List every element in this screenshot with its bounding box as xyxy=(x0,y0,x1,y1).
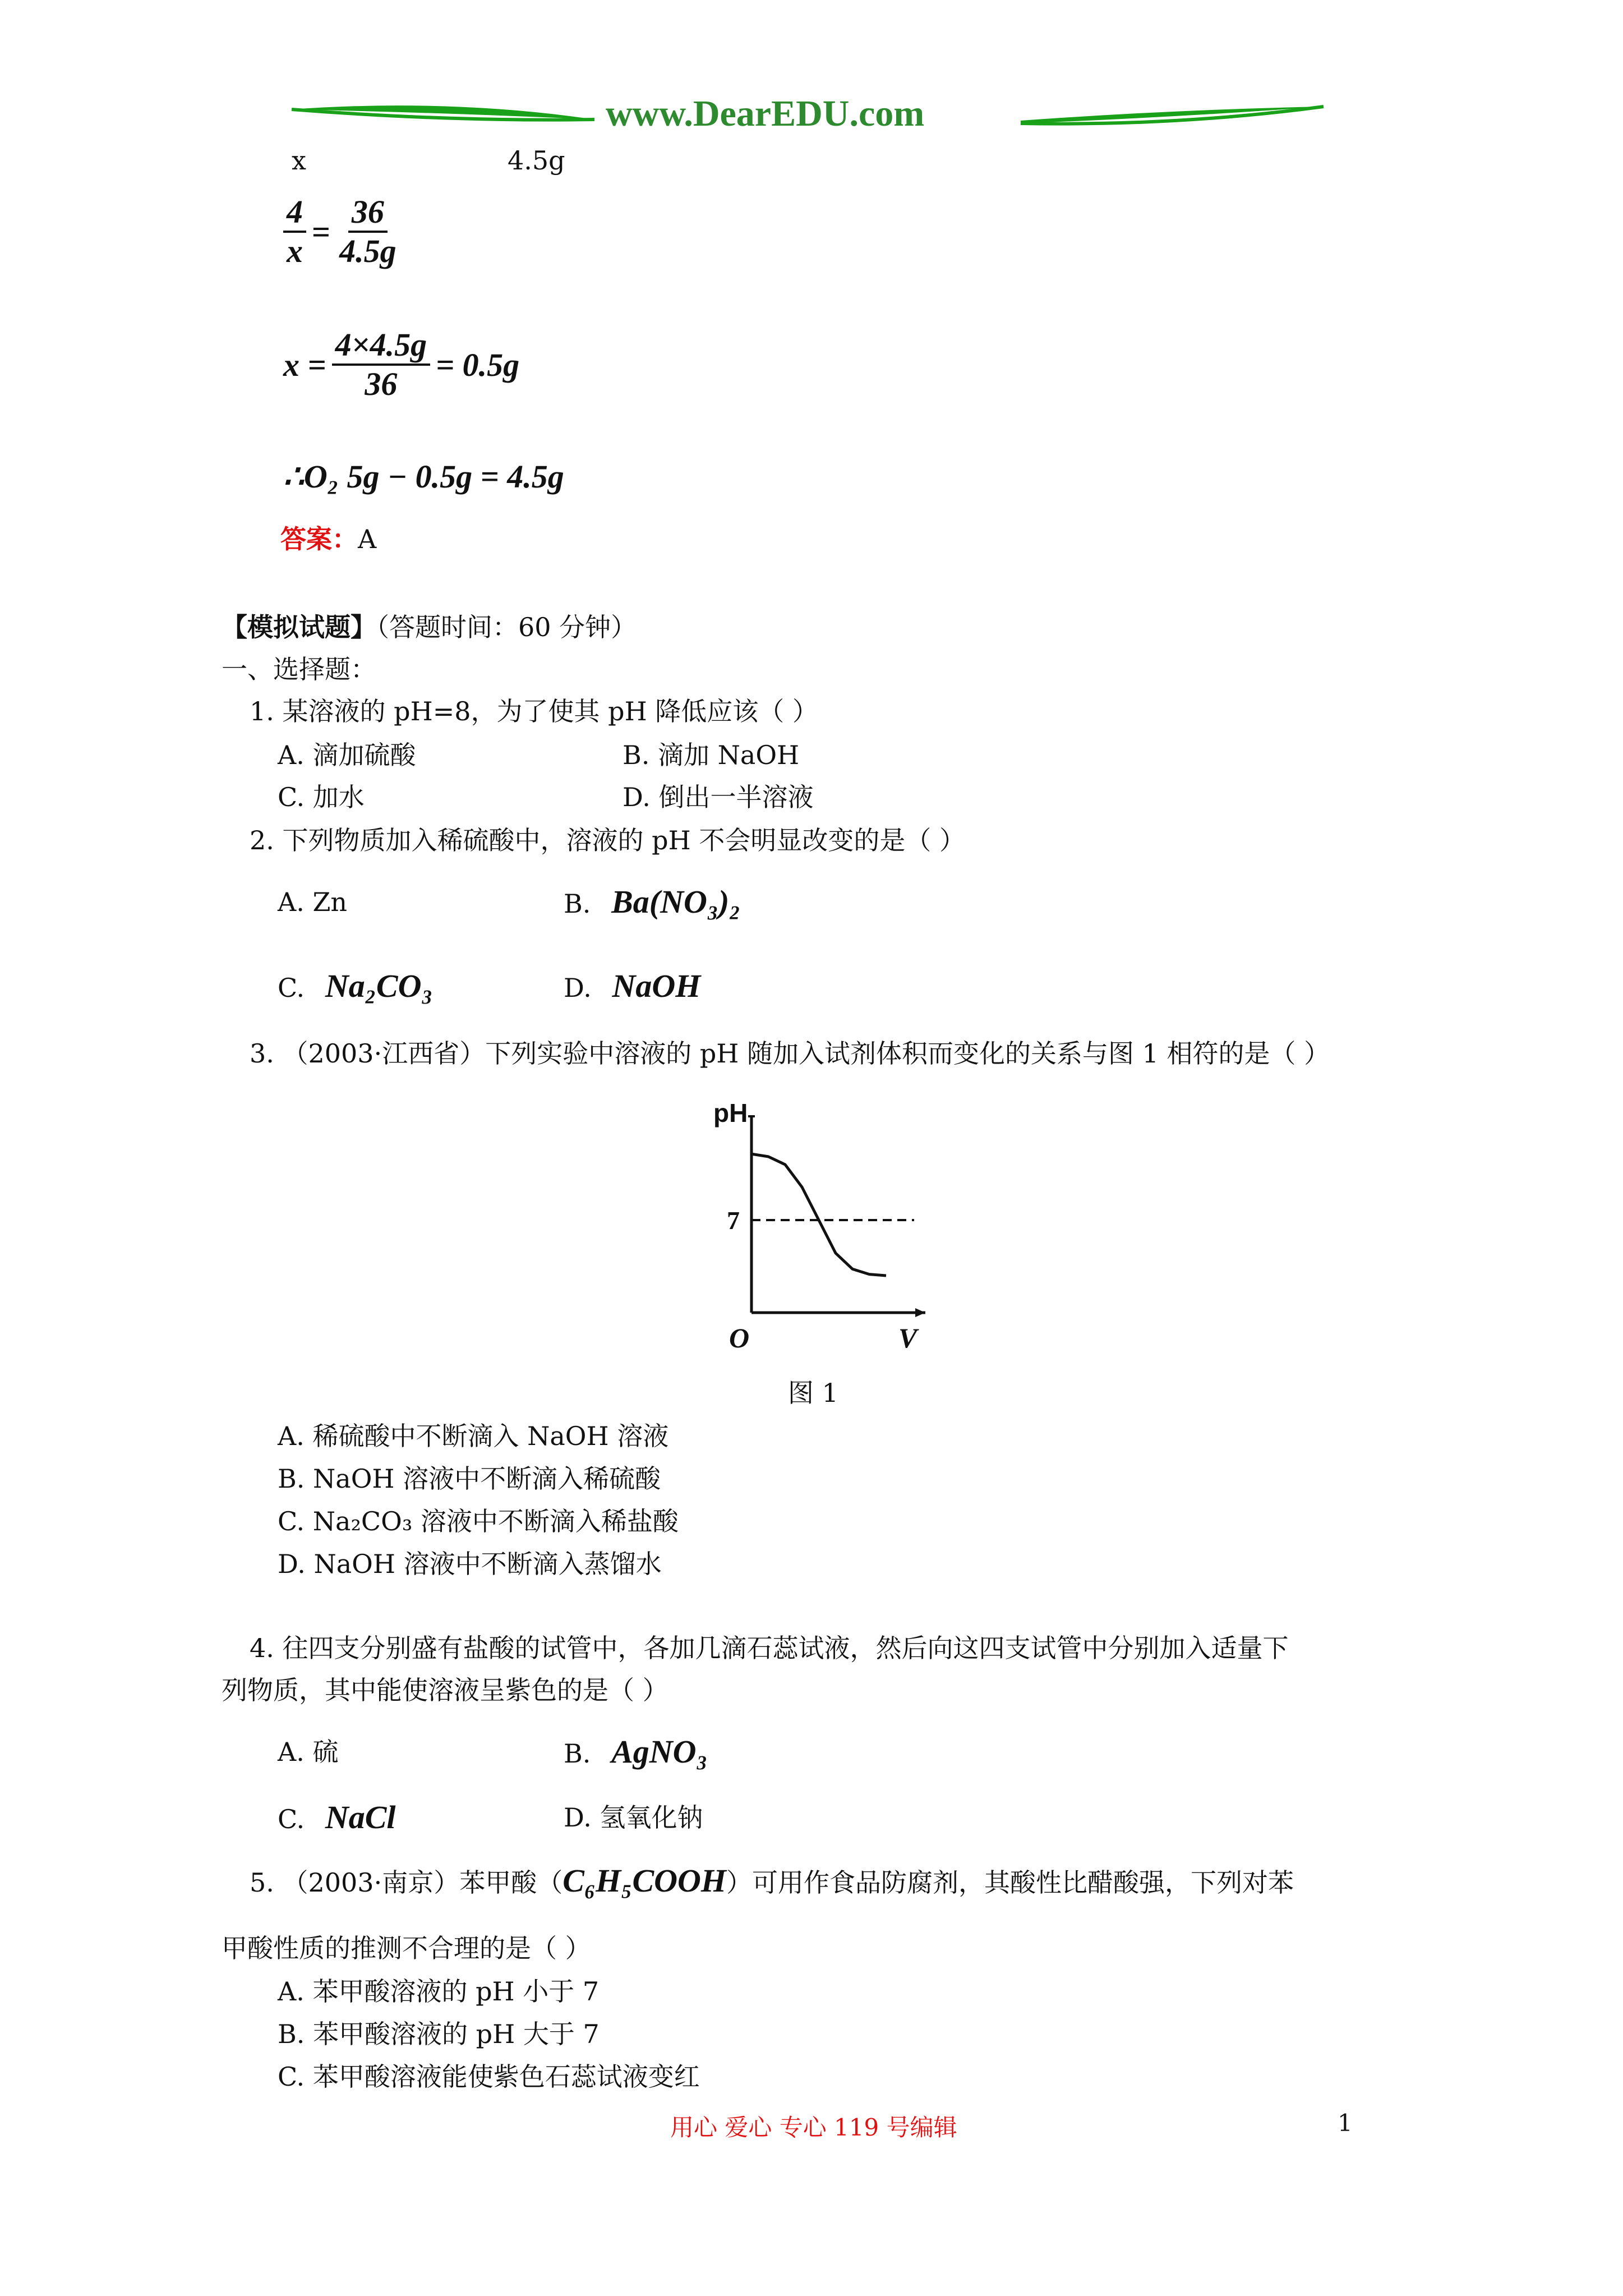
question-5-stem-a: 5. （2003·南京）苯甲酸（ xyxy=(250,1867,563,1898)
question-5-stem-line2: 甲酸性质的推测不合理的是（ ） xyxy=(222,1933,591,1963)
question-2-option-c-formula: Na₂CO₃ xyxy=(325,968,433,1004)
equation-lhs: x = xyxy=(283,346,326,383)
question-1-option-a[interactable]: A. 滴加硫酸 xyxy=(278,740,416,770)
question-1-option-c[interactable]: C. 加水 xyxy=(278,782,365,812)
equation-rhs: = 0.5g xyxy=(436,346,520,383)
equation-fraction-den: 36 xyxy=(365,366,398,402)
section-time: （答题时间：60 分钟） xyxy=(376,612,637,642)
question-4-stem-line1: 4. 往四支分别盛有盐酸的试管中，各加几滴石蕊试液，然后向这四支试管中分别加入适量下 xyxy=(250,1633,1289,1663)
question-4-stem-line2: 列物质，其中能使溶液呈紫色的是（ ） xyxy=(222,1675,668,1705)
x-axis-label: V xyxy=(898,1322,917,1354)
question-4-option-b[interactable] xyxy=(564,1733,708,1770)
site-logo-text[interactable]: www.DearEDU.com xyxy=(606,93,925,134)
footer-text: 用心 爱心 专心 119 号编辑 xyxy=(670,2114,957,2141)
question-3-option-d[interactable]: D. NaOH 溶液中不断滴入蒸馏水 xyxy=(278,1549,662,1579)
question-2-option-d-label: D. xyxy=(564,973,592,1003)
question-5-option-c[interactable]: C. 苯甲酸溶液能使紫色石蕊试液变红 xyxy=(278,2062,700,2092)
ph-curve xyxy=(751,1154,886,1276)
equation-oxygen: ∴O₂ 5g − 0.5g = 4.5g xyxy=(283,458,564,495)
equation-ratio xyxy=(283,194,400,270)
figure-1-chart xyxy=(713,1098,953,1363)
question-2-option-c[interactable] xyxy=(278,970,433,1004)
question-5-option-b[interactable]: B. 苯甲酸溶液的 pH 大于 7 xyxy=(278,2019,600,2049)
question-5-stem-line1 xyxy=(250,1862,1294,1899)
question-2-option-d[interactable] xyxy=(564,970,700,1004)
fraction-right xyxy=(336,194,400,270)
equation-solve-x xyxy=(283,326,519,403)
question-2-option-c-label: C. xyxy=(278,973,305,1003)
question-4-option-c[interactable] xyxy=(278,1799,396,1835)
question-4-option-a[interactable]: A. 硫 xyxy=(278,1737,339,1767)
question-2-option-b[interactable] xyxy=(564,886,741,919)
question-4-option-c-label: C. xyxy=(278,1804,305,1834)
section-title: 【模拟试题】 xyxy=(222,612,376,642)
equals-sign: = xyxy=(312,213,331,250)
question-4-option-d[interactable]: D. 氢氧化钠 xyxy=(564,1802,703,1833)
y-axis-label: pH xyxy=(713,1098,748,1128)
question-5-option-a[interactable]: A. 苯甲酸溶液的 pH 小于 7 xyxy=(278,1976,600,2007)
question-2-stem: 2. 下列物质加入稀硫酸中，溶液的 pH 不会明显改变的是（ ） xyxy=(250,825,965,855)
section-heading xyxy=(222,611,637,643)
part-heading: 一、选择题： xyxy=(222,654,376,684)
equation-fraction xyxy=(332,326,431,403)
figure-1-caption: 图 1 xyxy=(788,1378,838,1408)
question-4-option-b-formula: AgNO₃ xyxy=(611,1733,708,1770)
figure-1 xyxy=(713,1098,953,1363)
question-4-option-c-formula: NaCl xyxy=(325,1799,396,1835)
fraction-right-den: 4.5g xyxy=(339,233,396,269)
x-axis-arrow xyxy=(915,1308,925,1317)
fraction-left-num: 4 xyxy=(283,194,306,233)
header-banner xyxy=(280,93,1335,143)
fraction-right-num: 36 xyxy=(348,194,388,233)
question-2-option-d-formula: NaOH xyxy=(612,968,701,1004)
question-3-option-a[interactable]: A. 稀硫酸中不断滴入 NaOH 溶液 xyxy=(278,1421,669,1451)
question-2-option-b-label: B. xyxy=(564,889,591,919)
y-tick-label: 7 xyxy=(727,1206,740,1235)
prev-line-value: 4.5g xyxy=(508,145,565,176)
question-2-option-b-formula: Ba(NO₃)₂ xyxy=(611,884,741,920)
question-4-option-b-label: B. xyxy=(564,1738,591,1769)
origin-label: O xyxy=(729,1322,750,1354)
question-1-stem: 1. 某溶液的 pH=8，为了使其 pH 降低应该（ ） xyxy=(250,696,818,726)
question-3-option-b[interactable]: B. NaOH 溶液中不断滴入稀硫酸 xyxy=(278,1464,661,1494)
question-5-stem-b: ）可用作食品防腐剂，其酸性比醋酸强，下列对苯 xyxy=(726,1867,1294,1898)
fraction-left xyxy=(283,194,306,270)
fraction-left-den: x xyxy=(287,233,303,269)
equation-fraction-num: 4×4.5g xyxy=(332,326,431,366)
answer-value: A xyxy=(358,524,377,554)
answer-line xyxy=(280,523,376,555)
question-2-option-a[interactable]: A. Zn xyxy=(278,887,348,917)
prev-line-x: x xyxy=(292,145,306,176)
question-5-formula: C₆H₅COOH xyxy=(562,1862,727,1899)
question-3-option-c[interactable]: C. Na₂CO₃ 溶液中不断滴入稀盐酸 xyxy=(278,1506,679,1536)
question-1-option-d[interactable]: D. 倒出一半溶液 xyxy=(623,782,814,812)
question-3-stem: 3. （2003·江西省）下列实验中溶液的 pH 随加入试剂体积而变化的关系与图 1 相符的是（ ） xyxy=(250,1038,1330,1069)
question-1-option-b[interactable]: B. 滴加 NaOH xyxy=(623,740,800,770)
answer-label: 答案： xyxy=(280,524,358,554)
page-number: 1 xyxy=(1338,2109,1353,2137)
